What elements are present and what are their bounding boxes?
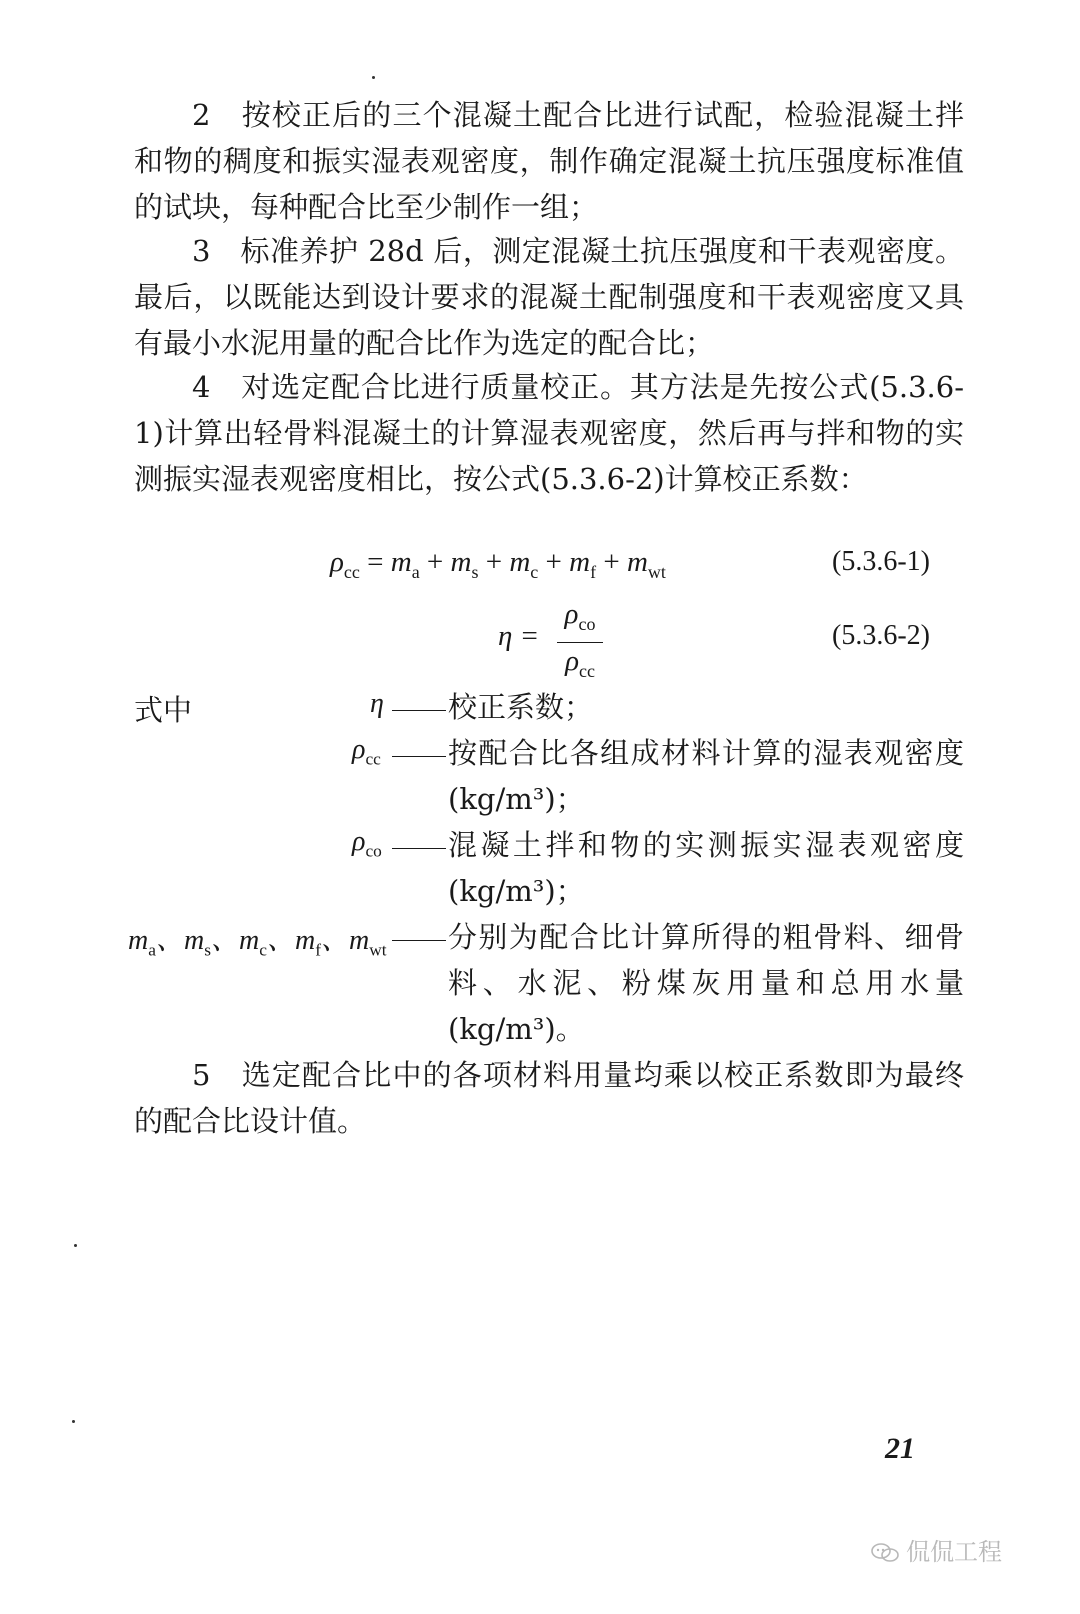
fraction-denominator: $\rho_{cc}$ bbox=[565, 644, 595, 681]
speck bbox=[372, 76, 375, 79]
paragraph-5: 5 选定配合比中的各项材料用量均乘以校正系数即为最终的配合比设计值。 bbox=[134, 1058, 964, 1138]
em-dash bbox=[392, 848, 446, 849]
fraction-numerator: $\rho_{co}$ bbox=[564, 598, 596, 634]
symbol-eta: η bbox=[370, 688, 384, 719]
em-dash bbox=[392, 940, 446, 941]
formula-5-3-6-1: $\rho_{cc} = m_a + m_s + m_c + m_f + m_{wt}$ bbox=[330, 546, 666, 582]
formula-5-3-6-2-lhs bbox=[498, 620, 539, 653]
definition-masses: 分别为配合比计算所得的粗骨料、细骨料、水泥、粉煤灰用量和总用水量(kg/m³)。 bbox=[448, 920, 964, 1046]
watermark bbox=[870, 1532, 1002, 1567]
equation-number-2: (5.3.6-2) bbox=[832, 620, 930, 651]
where-label: 式中 bbox=[134, 693, 193, 727]
paragraph-4: 4 对选定配合比进行质量校正。其方法是先按公式(5.3.6-1)计算出轻骨料混凝土的计算湿表观密度，然后再与拌和物的实测振实湿表观密度相比，按公式(5.3.6-2)计算校正系数： bbox=[134, 370, 964, 496]
em-dash bbox=[392, 756, 446, 757]
em-dash bbox=[392, 710, 446, 711]
definition-rho-cc: 按配合比各组成材料计算的湿表观密度(kg/m³)； bbox=[448, 736, 964, 816]
eta-symbol: η = bbox=[498, 620, 540, 652]
symbol-rho-cc: $\rho_{cc}$ bbox=[352, 734, 381, 769]
speck bbox=[72, 1420, 75, 1423]
speck bbox=[74, 1244, 77, 1247]
watermark-text: 侃侃工程 bbox=[906, 1538, 1002, 1566]
equation-number-1: (5.3.6-1) bbox=[832, 546, 930, 577]
wechat-icon bbox=[870, 1542, 900, 1564]
page-number: 21 bbox=[885, 1432, 915, 1465]
definition-eta: 校正系数； bbox=[448, 690, 594, 724]
fraction bbox=[550, 596, 610, 689]
paragraph-2: 2 按校正后的三个混凝土配合比进行试配，检验混凝土拌和物的稠度和振实湿表观密度，制作确定混凝土抗压强度标准值的试块，每种配合比至少制作一组； bbox=[134, 98, 964, 224]
definition-rho-co: 混凝土拌和物的实测振实湿表观密度(kg/m³)； bbox=[448, 828, 964, 908]
paragraph-3: 3 标准养护 28d 后，测定混凝土抗压强度和干表观密度。最后，以既能达到设计要求的混凝土配制强度和干表观密度又具有最小水泥用量的配合比作为选定的配合比； bbox=[134, 234, 964, 360]
symbol-rho-co: $\rho_{co}$ bbox=[352, 826, 382, 861]
symbol-masses: $m_a$、$m_s$、$m_c$、$m_f$、$m_{wt}$ bbox=[128, 925, 387, 960]
